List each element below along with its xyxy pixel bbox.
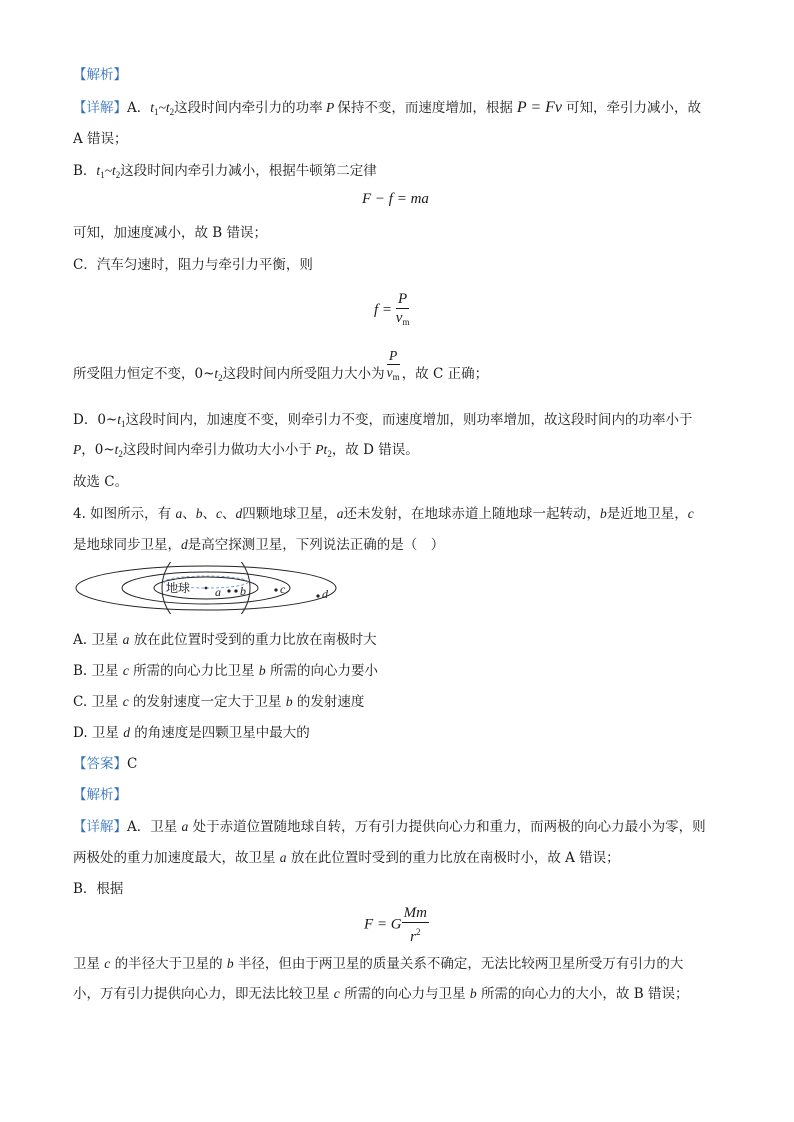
text: 可知，牵引力减小，故	[566, 100, 702, 116]
satellite-c-dot	[274, 588, 277, 591]
solution-line-D: D．$0\sim t_1$这段时间内，加速度不变，则牵引力不变，而速度增加，则功率增加，故这段时间内的功率小于	[73, 412, 693, 429]
label-b: b	[240, 584, 246, 598]
earth-center	[205, 587, 208, 590]
detail-tag-2: 【详解】	[73, 819, 127, 835]
text: 保持不变，而速度增加，根据	[337, 100, 513, 116]
earth-label: 地球	[166, 581, 191, 595]
formula: P = Fv	[516, 99, 563, 116]
option-B: B. 卫星 c 所需的向心力比卫星 b 所需的向心力要小	[73, 663, 378, 679]
equation-gravitation: F = G $\frac{Mm}{r^2}$	[364, 905, 427, 945]
answer-tag: 【答案】	[73, 756, 127, 772]
solution-4A: 【详解】A．卫星 a 处于赤道位置随地球自转，万有引力提供向心力和重力，而两极的向心力最小为零，则	[73, 819, 706, 835]
option-C: C. 卫星 c 的发射速度一定大于卫星 b 的发射速度	[73, 694, 365, 710]
analysis-tag-2: 【解析】	[73, 787, 127, 803]
solution-line: 可知，加速度减小，故 B 错误；	[73, 225, 268, 241]
option-A: A. 卫星 a 放在此位置时受到的重力比放在南极时大	[73, 632, 377, 648]
answer-line	[73, 754, 137, 774]
label-a: a	[215, 585, 221, 599]
equation-f: f = $\frac{P}{v_m}$	[374, 291, 410, 327]
satellite-d-dot	[316, 594, 319, 597]
solution-4A-2: 两极处的重力加速度最大，故卫星 a 放在此位置时受到的重力比放在南极时小，故 A 错误；	[73, 850, 620, 866]
label-c: c	[280, 582, 286, 596]
question-4-stem-2: 是地球同步卫星，d是高空探测卫星，下列说法正确的是（ ）	[73, 537, 445, 553]
var: P	[325, 100, 334, 115]
solution-line: 所受阻力恒定不变，$0\sim t_2$这段时间内所受阻力大小为 $\frac{P}{v_m}$ ，故 C 正确；	[73, 348, 489, 383]
final-choice: 故选 C。	[73, 474, 129, 490]
solution-line-B: B．$t_1\sim t_2$这段时间内牵引力减小，根据牛顿第二定律	[73, 163, 377, 180]
solution-4B-2: 卫星 c 的半径大于卫星的 b 半径，但由于两卫星的质量关系不确定，无法比较两卫星所受万有引力的大	[73, 956, 684, 972]
var: $t_1\sim t_2$	[150, 100, 175, 117]
satellite-b-dot	[234, 589, 237, 592]
equation-newton: F − f = ma	[362, 191, 429, 207]
text: 这段时间内牵引力的功率	[174, 100, 323, 116]
text: A．	[127, 100, 151, 116]
satellite-a-dot	[227, 589, 230, 592]
label-d: d	[322, 587, 328, 601]
orbit-figure	[72, 562, 342, 614]
solution-line: A 错误；	[73, 131, 128, 147]
solution-line: P，$0\sim t_2$这段时间内牵引力做功大小小于 $Pt_2$，故 D 错误。	[73, 442, 419, 459]
detail-tag: 【详解】	[73, 100, 127, 116]
solution-line-A	[73, 98, 701, 122]
option-D: D. 卫星 d 的角速度是四颗卫星中最大的	[73, 725, 310, 741]
solution-4B: B．根据	[73, 881, 124, 897]
question-4-stem: 4. 如图所示，有 a、b、c、d四颗地球卫星，a还未发射，在地球赤道上随地球一起转动，b是近地卫星，c	[73, 506, 694, 522]
solution-4B-3: 小，万有引力提供向心力，即无法比较卫星 c 所需的向心力与卫星 b 所需的向心力的大小，故 B 错误；	[73, 986, 689, 1002]
analysis-tag: 【解析】	[73, 67, 127, 83]
solution-line-C: C．汽车匀速时，阻力与牵引力平衡，则	[73, 257, 313, 273]
answer-value: C	[127, 756, 138, 772]
